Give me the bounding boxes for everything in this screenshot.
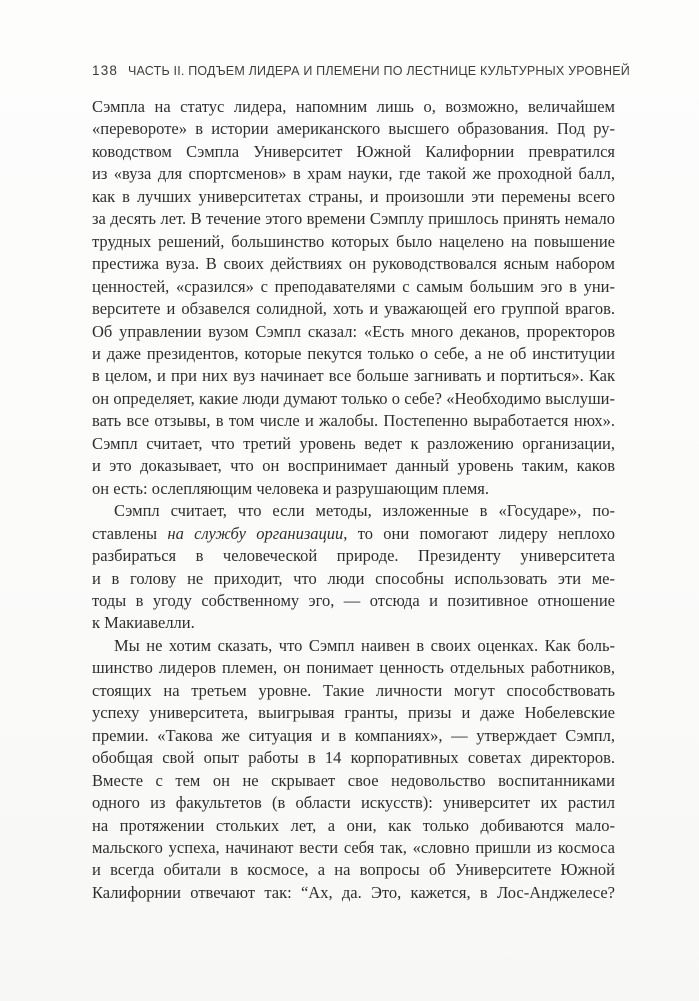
text-line [92,455,615,477]
text-line [92,770,615,792]
text-line [92,859,615,881]
text-line [92,253,615,275]
text-line [92,523,615,545]
text-segment: престижа вуза. В своих действиях он руководствовался ясным набором [92,254,615,274]
text-segment: и всегда обитали в космосе, а на вопросы об Университете Южной [92,860,615,880]
running-title: ЧАСТЬ II. ПОДЪЕМ ЛИДЕРА И ПЛЕМЕНИ ПО ЛЕСТНИЦЕ КУЛЬТУРНЫХ УРОВНЕЙ [128,64,630,78]
text-segment: мальского успеха, начинают вести себя так, «словно пришли из космоса [92,837,615,857]
text-line [92,500,615,522]
text-segment: разбираться в человеческой природе. Президенту университета [92,546,615,566]
text-line [92,365,615,387]
text-segment: одного из факультетов (в области искусств): университет их растил [92,793,615,813]
text-segment: Калифорнии отвечают так: “Ах, да. Это, кажется, в Лос-Анджелесе? [92,882,615,902]
text-line [92,343,615,365]
text-segment: ценностей, «сразился» с преподавателями с самым большим эго в уни- [92,276,615,296]
paragraph [92,635,615,904]
text-segment: Сэмпл считает, что третий уровень ведет к разложению организации, [92,433,615,453]
text-segment: ководством Сэмпла Университет Южной Калифорнии превратился [92,141,615,161]
text-segment: Мы не хотим сказать, что Сэмпл наивен в своих оценках. Как боль- [114,635,615,655]
italic-text-segment: на службу организации [167,523,344,543]
text-segment: и это доказывает, что он воспринимает данный уровень таким, каков [92,456,615,476]
text-segment: Вместе с тем он не скрывает свое недовольство воспитанниками [92,770,615,790]
text-segment: он есть: ослепляющим человека и разрушающим племя. [92,478,489,498]
text-segment: стоящих на третьем уровне. Такие личности могут способствовать [92,680,615,700]
text-segment: успеху университета, выигрывая гранты, призы и даже Нобелевские [92,703,615,723]
text-line [92,96,615,118]
text-line [92,635,615,657]
text-line [92,747,615,769]
text-line [92,792,615,814]
text-segment: в целом, и при них вуз начинает все больше загнивать и портиться». Как [92,366,615,386]
text-line [92,118,615,140]
text-segment: верситете и обзавелся солидной, хоть и уважающей его группой врагов. [92,299,615,319]
text-segment: как в лучших университетах страны, и произошли эти перемены всего [92,186,615,206]
text-line [92,657,615,679]
text-segment: , то они помогают лидеру неплохо [343,523,615,543]
text-line [92,276,615,298]
text-segment: Сэмпл считает, что если методы, изложенные в «Государе», по- [114,501,615,521]
text-line [92,545,615,567]
text-line [92,141,615,163]
text-line [92,321,615,343]
text-segment: на протяжении стольких лет, а они, как только добиваются мало- [92,815,615,835]
text-line [92,433,615,455]
text-line [92,590,615,612]
text-line [92,208,615,230]
text-segment: к Макиавелли. [92,613,195,633]
text-segment: из «вуза для спортсменов» в храм науки, где такой же проходной балл, [92,164,615,184]
text-segment: и даже президентов, которые пекутся только о себе, а не об институции [92,343,615,363]
text-line [92,478,615,500]
page-number: 138 [92,63,119,78]
text-segment: трудных решений, большинство которых было нацелено на повышение [92,231,615,251]
text-line [92,298,615,320]
text-line [92,568,615,590]
text-line [92,388,615,410]
text-segment: и в голову не приходит, что люди способны использовать эти ме- [92,568,615,588]
text-segment: за десять лет. В течение этого времени Сэмплу пришлось принять немало [92,209,615,229]
text-line [92,231,615,253]
text-segment: обобщая свой опыт работы в 14 корпоративных советах директоров. [92,748,615,768]
text-segment: он определяет, какие люди думают только о себе? «Необходимо выслуши- [92,388,615,408]
text-segment: тоды в угоду собственному эго, — отсюда и позитивное отношение [92,590,615,610]
text-line [92,725,615,747]
paragraph [92,96,615,500]
text-line [92,612,615,634]
text-segment: Сэмпла на статус лидера, напомним лишь о, возможно, величайшем [92,97,615,116]
text-segment: Об управлении вузом Сэмпл сказал: «Есть много деканов, проректоров [92,321,615,341]
text-line [92,837,615,859]
text-segment: вать все отзывы, в том числе и жалобы. Постепенно выработается нюх». [92,411,615,431]
body-text [92,96,615,904]
text-line [92,186,615,208]
page-header [92,63,639,78]
text-line [92,815,615,837]
text-segment: шинство лидеров племен, он понимает ценность отдельных работников, [92,658,615,678]
text-line [92,410,615,432]
text-segment: ставлены [92,523,168,543]
paragraph [92,500,615,635]
text-line [92,680,615,702]
text-line [92,702,615,724]
text-segment: премии. «Такова же ситуация и в компаниях», — утверждает Сэмпл, [92,725,615,745]
text-segment: «перевороте» в истории американского высшего образования. Под ру- [92,119,615,139]
text-line [92,882,615,904]
text-line [92,163,615,185]
